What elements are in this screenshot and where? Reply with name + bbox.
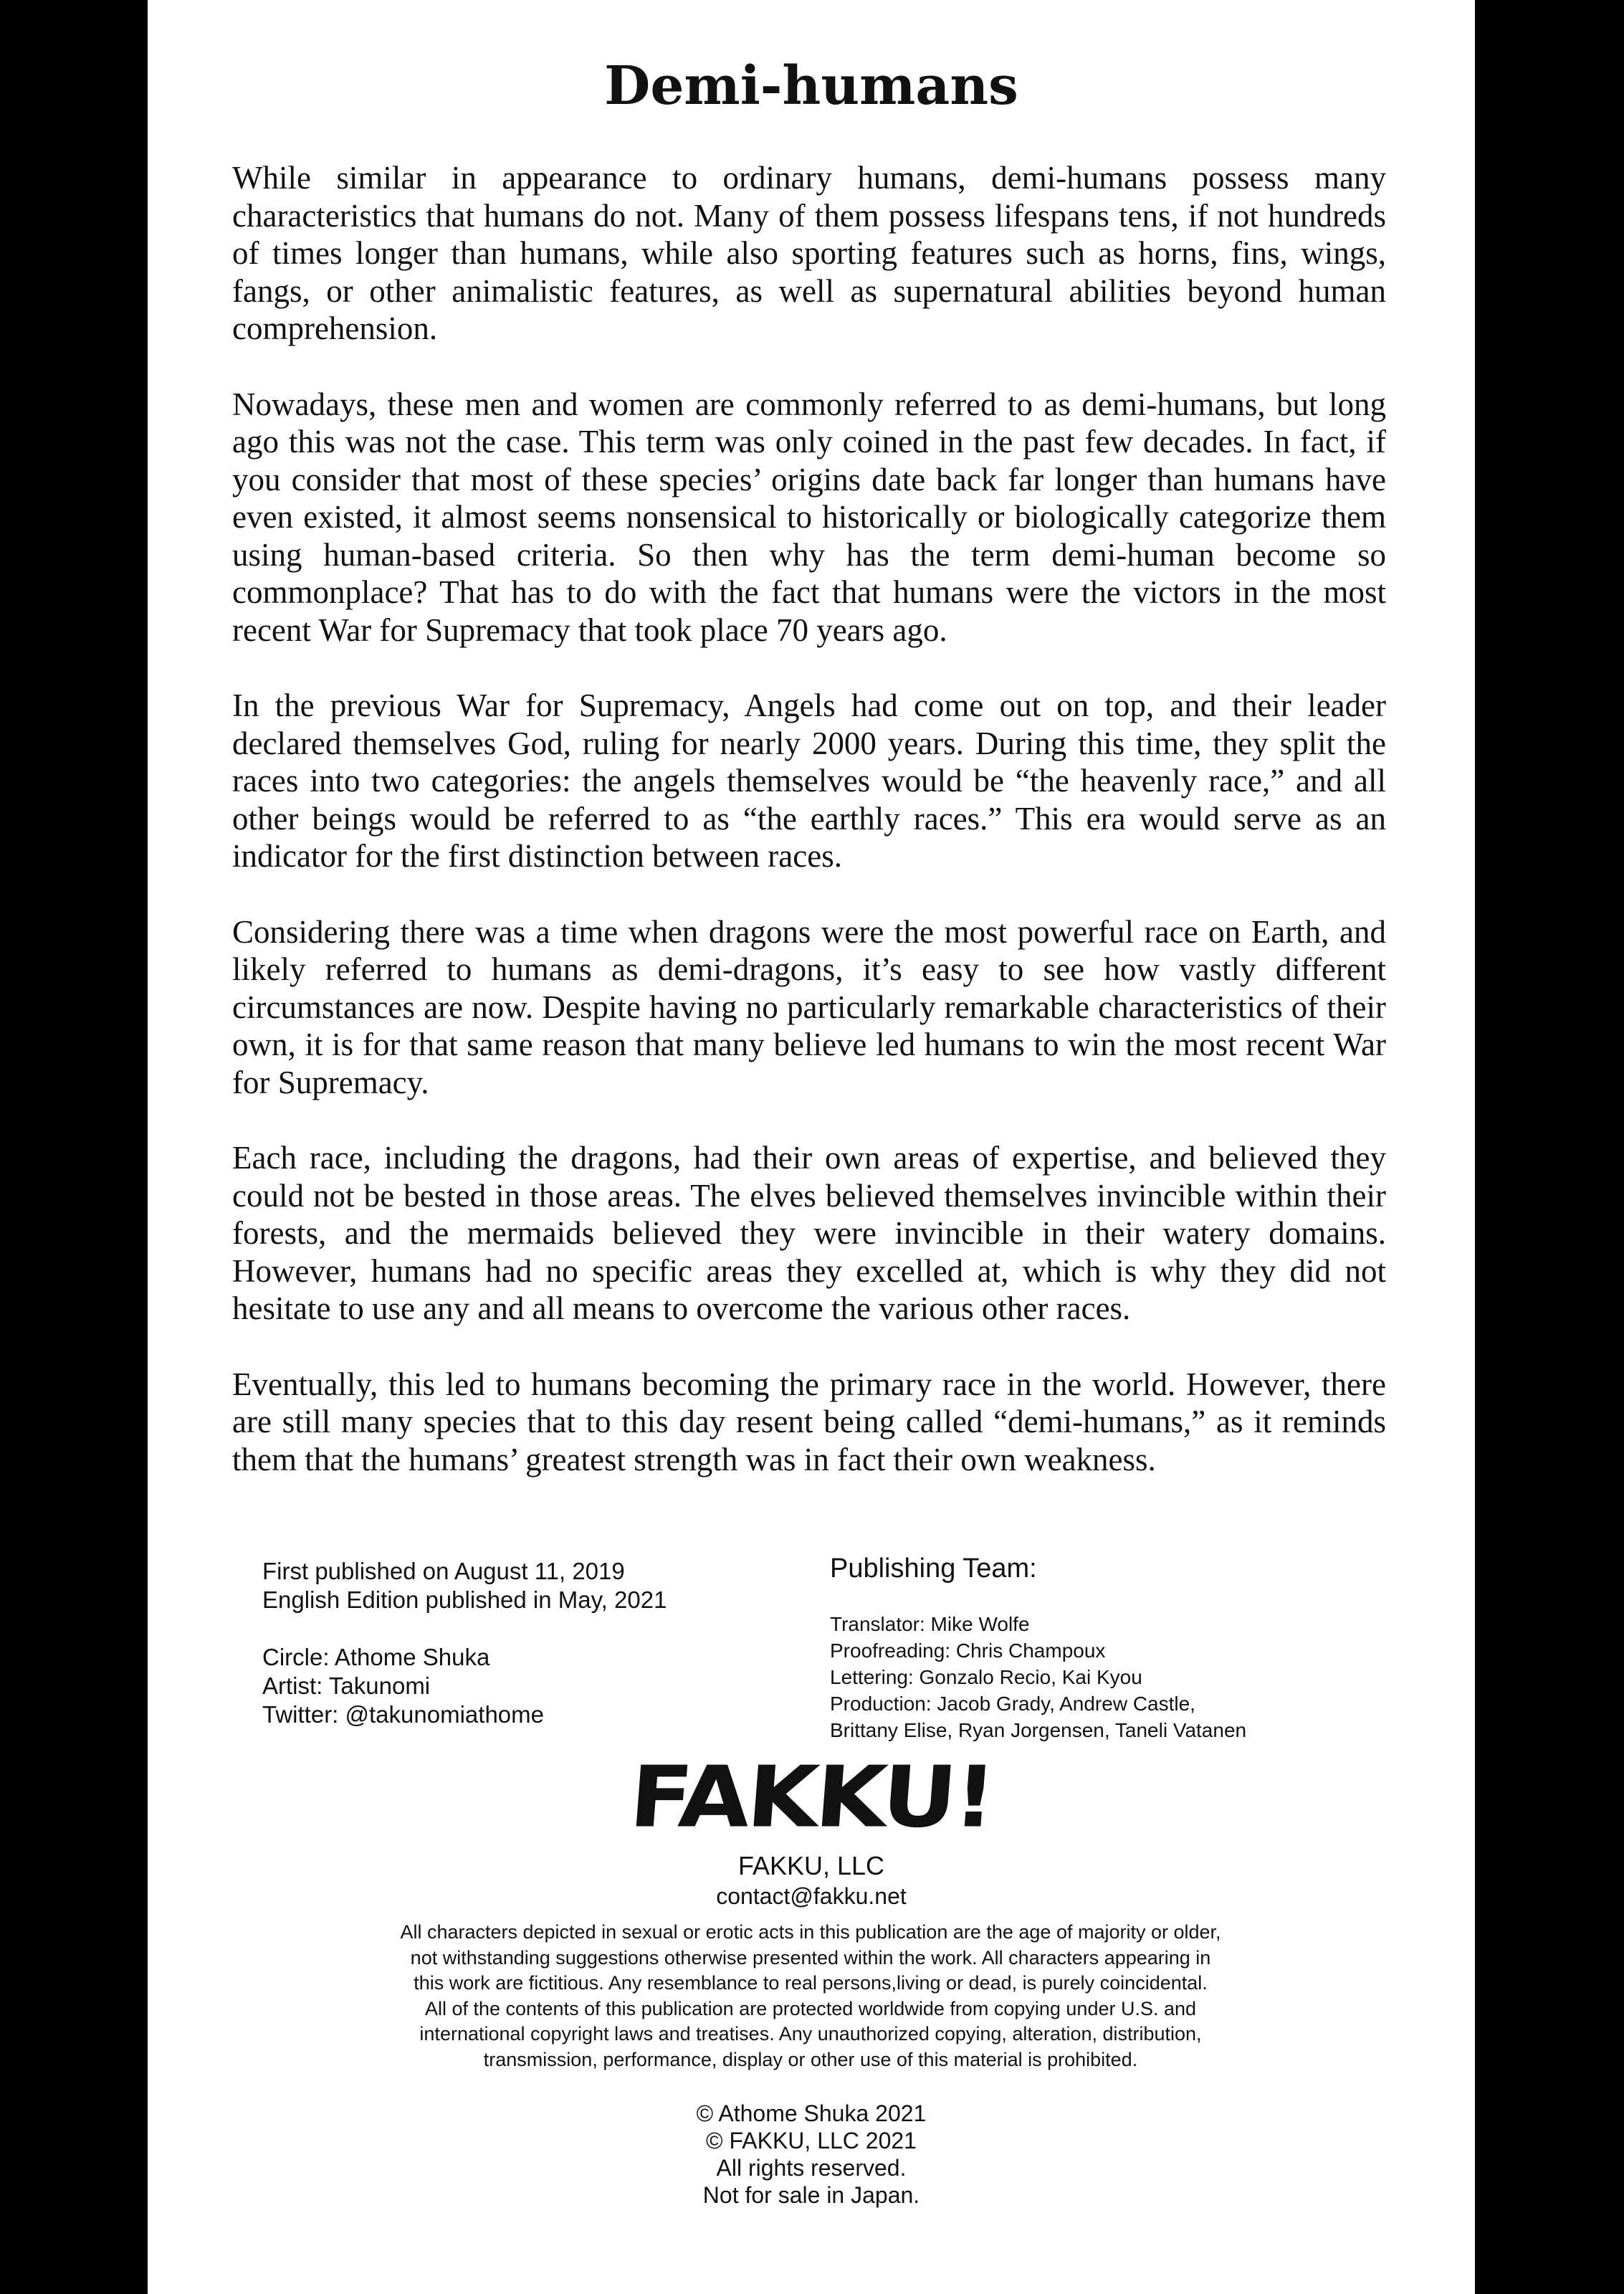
copyright-line: © FAKKU, LLC 2021 xyxy=(706,2128,917,2153)
disclaimer-line: All of the contents of this publication are protected worldwide from copying under U.S. and xyxy=(424,1997,1197,2019)
circle-line: Circle: Athome Shuka xyxy=(262,1644,490,1670)
publishing-team-heading: Publishing Team: xyxy=(830,1553,1037,1584)
company-name: FAKKU, LLC xyxy=(737,1851,885,1880)
team-line: Translator: Mike Wolfe xyxy=(830,1613,1030,1635)
publishing-team xyxy=(830,1552,1446,1743)
essay-paragraph: Nowadays, these men and women are commonly referred to as demi-humans, but long ago this was not the case. This term was only coined in the past few decades. In fact, if you consider that most of these species’ origins date back far longer than humans have even existed, it almost seems nonsensical to historically or biologically categorize them using human-based criteria. So then why has the term demi-human become so commonplace? That has to do with the fact that humans were the victors in the most recent War for Supremacy that took place 70 years ago. xyxy=(232,386,1386,648)
document-page xyxy=(148,0,1475,2294)
essay-paragraph: While similar in appearance to ordinary humans, demi-humans possess many characteristics that humans do not. Many of them possess lifespans tens, if not hundreds of times longer than humans, while also sporting features such as horns, fins, wings, fangs, or other animalistic features, as well as supernatural abilities beyond human comprehension. xyxy=(232,160,1386,346)
contact-email: contact@fakku.net xyxy=(716,1883,907,1909)
english-edition-line: English Edition published in May, 2021 xyxy=(262,1586,667,1613)
essay-paragraph: Each race, including the dragons, had their own areas of expertise, and believed they could not be bested in those areas. The elves believed themselves invincible within their forests, and the mermaids believed they were invincible in their watery domains. However, humans had no specific areas they excelled at, which is why they did not hesitate to use any and all means to overcome the various other races. xyxy=(232,1140,1386,1326)
twitter-line: Twitter: @takunomiathome xyxy=(262,1701,544,1728)
disclaimer-line: transmission, performance, display or other use of this material is prohibited. xyxy=(483,2048,1138,2070)
copyright-line: All rights reserved. xyxy=(716,2155,907,2181)
team-line: Brittany Elise, Ryan Jorgensen, Taneli Vatanen xyxy=(830,1719,1247,1741)
publisher-block xyxy=(148,1749,1475,1910)
disclaimer-line: not withstanding suggestions otherwise presented within the work. All characters appearing in xyxy=(410,1946,1211,1969)
team-line: Proofreading: Chris Champoux xyxy=(830,1639,1106,1662)
artist-line: Artist: Takunomi xyxy=(262,1672,431,1699)
disclaimer-line: this work are fictitious. Any resemblance to real persons,living or dead, is purely coincidental. xyxy=(414,1972,1208,1994)
disclaimer-line: All characters depicted in sexual or erotic acts in this publication are the age of majority or older, xyxy=(400,1921,1221,1943)
copyright-line: © Athome Shuka 2021 xyxy=(696,2100,927,2126)
essay-paragraph: Considering there was a time when dragons were the most powerful race on Earth, and likely referred to humans as demi-dragons, it’s easy to see how vastly different circumstances are now. Despite having no particularly remarkable characteristics of their own, it is for that same reason that many believe led humans to win the most recent War for Supremacy. xyxy=(232,913,1386,1100)
team-line: Lettering: Gonzalo Recio, Kai Kyou xyxy=(830,1666,1142,1688)
legal-disclaimer xyxy=(284,1920,1337,2072)
spacer xyxy=(262,1614,707,1643)
team-line: Production: Jacob Grady, Andrew Castle, xyxy=(830,1693,1195,1715)
publication-info xyxy=(262,1557,707,1729)
disclaimer-line: international copyright laws and treatises. Any unauthorized copying, alteration, distribution, xyxy=(419,2023,1202,2045)
essay-body xyxy=(232,159,1386,1516)
essay-paragraph: In the previous War for Supremacy, Angels had come out on top, and their leader declared themselves God, ruling for nearly 2000 years. During this time, they split the races into two categories: the angels themselves would be “the heavenly race,” and all other beings would be referred to as “the earthly races.” This era would serve as an indicator for the first distinction between races. xyxy=(232,687,1386,874)
page-title: Demi-humans xyxy=(604,55,1018,117)
first-published-line: First published on August 11, 2019 xyxy=(262,1558,625,1584)
copyright-line: Not for sale in Japan. xyxy=(702,2182,920,2208)
fakku-logo: FAKKU! xyxy=(626,1748,997,1847)
essay-paragraph: Eventually, this led to humans becoming the primary race in the world. However, there are still many species that to this day resent being called “demi-humans,” as it reminds them that the humans’ greatest strength was in fact their own weakness. xyxy=(232,1366,1386,1477)
copyright-notice xyxy=(148,2100,1475,2209)
